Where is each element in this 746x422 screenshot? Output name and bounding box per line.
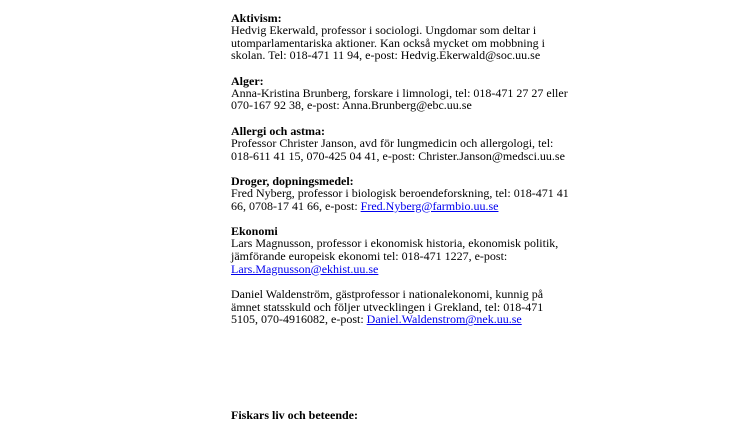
entry-heading: Alger:	[231, 73, 264, 88]
entry-text	[231, 237, 671, 275]
entry-body: Lars Magnusson, professor i ekonomisk historia, ekonomisk politik, jämförande europeisk ekonomi tel: 018-471 1227, e-post:	[231, 236, 559, 263]
entry-alger	[231, 75, 671, 112]
entry-heading: Aktivism:	[231, 11, 282, 25]
entry-droger	[231, 175, 671, 212]
entry-ekonomi	[231, 225, 671, 275]
email-link[interactable]: Daniel.Waldenstrom@nek.uu.se	[366, 312, 522, 327]
email-link[interactable]: Fred.Nyberg@farmbio.uu.se	[360, 198, 499, 213]
email-link[interactable]: Lars.Magnusson@ekhist.uu.se	[231, 261, 379, 276]
entry-heading-cutoff: Fiskars liv och beteende:	[231, 408, 358, 422]
entry-text	[231, 288, 671, 326]
entry-ekonomi-2	[231, 288, 671, 326]
entry-text: Hedvig Ekerwald, professor i sociologi. Ungdomar som deltar i utomparlamentariska aktioner. Kan också mycket om mobbning i skolan. Tel: 018-471 11 94, e-post: Hedvig.Ekerwald@soc.uu.se	[231, 23, 545, 63]
entry-body: Fred Nyberg, professor i biologisk beroendeforskning, tel: 018-471 41 66, 0708-17 41 66, e-post:	[231, 186, 569, 213]
entry-body: Daniel Waldenström, gästprofessor i nationalekonomi, kunnig på ämnet statsskuld och följer utvecklingen i Grekland, tel: 018-471 5105, 070-4916082, e-post:	[231, 287, 544, 327]
entry-text: Anna-Kristina Brunberg, forskare i limnologi, tel: 018-471 27 27 eller 070-167 92 38, e-post: Anna.Brunberg@ebc.uu.se	[231, 85, 568, 113]
entry-heading: Ekonomi	[231, 224, 278, 239]
entry-allergi	[231, 125, 671, 162]
contact-list	[231, 12, 671, 339]
entry-text: Professor Christer Janson, avd för lungmedicin och allergologi, tel: 018-611 41 15, 070-425 04 41, e-post: Christer.Janson@medsci.uu.se	[231, 135, 565, 163]
entry-aktivism	[231, 12, 671, 62]
entry-heading: Allergi och astma:	[231, 123, 325, 138]
entry-text	[231, 187, 671, 212]
entry-heading: Droger, dopningsmedel:	[231, 174, 354, 189]
